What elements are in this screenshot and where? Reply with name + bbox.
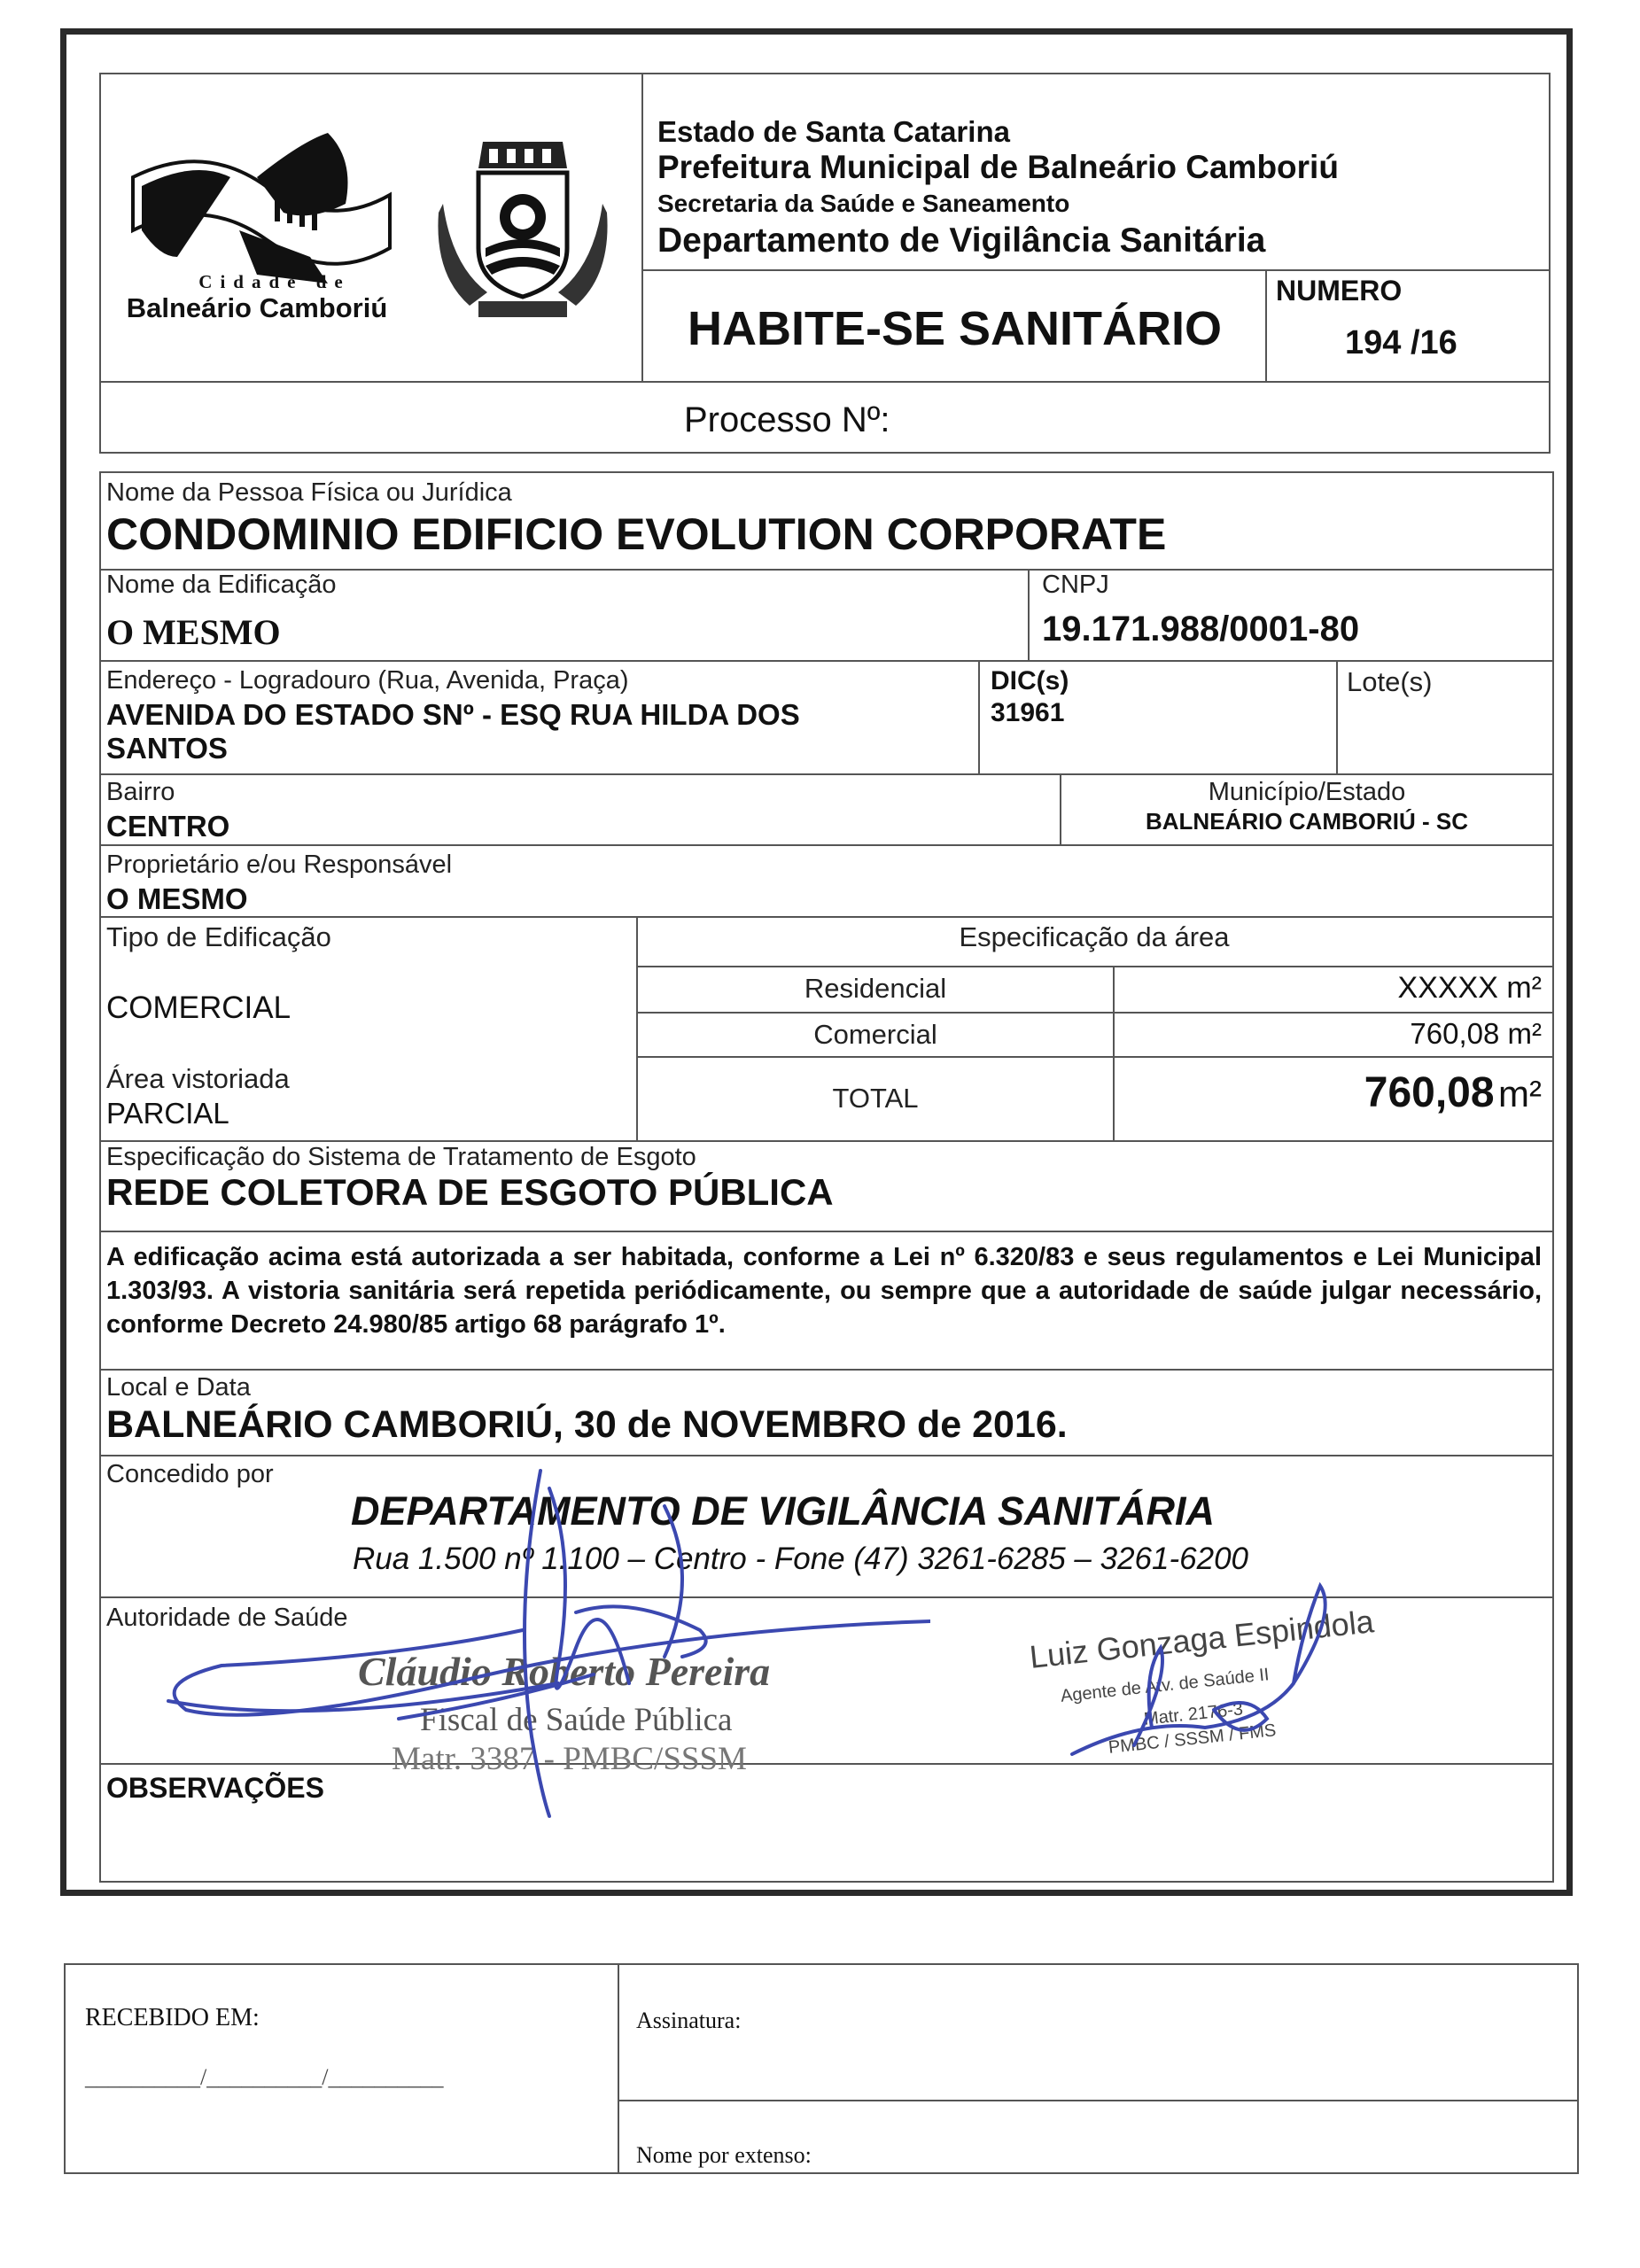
endereco-label: Endereço - Logradouro (Rua, Avenida, Praça): [106, 666, 629, 695]
total-value: 760,08: [1364, 1069, 1495, 1116]
dic-value: 31961: [991, 698, 1065, 727]
lote-label: Lote(s): [1347, 666, 1433, 697]
numero-value: 194 /16: [1345, 324, 1457, 361]
stamp2-title: Agente de Atv. de Saúde II: [1060, 1665, 1271, 1706]
especificacao-area-label: Especificação da área: [959, 921, 1230, 952]
municipio-label: Município/Estado: [1208, 778, 1406, 806]
comercial-value: 760,08 m²: [1410, 1017, 1542, 1050]
autoridade-label: Autoridade de Saúde: [106, 1604, 348, 1632]
processo-label: Processo Nº:: [684, 400, 890, 439]
stamp1-matr: Matr. 3387 - PMBC/SSSM: [392, 1741, 747, 1777]
dic-label: DIC(s): [991, 666, 1069, 695]
residencial-label: Residencial: [804, 973, 947, 1004]
proprietario-value: O MESMO: [106, 882, 248, 915]
local-data-label: Local e Data: [106, 1373, 251, 1402]
state-name: Estado de Santa Catarina: [657, 115, 1010, 148]
nome-pessoa-value: CONDOMINIO EDIFICIO EVOLUTION CORPORATE: [106, 509, 1167, 559]
concedido-label: Concedido por: [106, 1460, 274, 1488]
city-logo: [124, 124, 408, 328]
residencial-value: XXXXX m²: [1397, 971, 1542, 1005]
local-data-value: BALNEÁRIO CAMBORIÚ, 30 de NOVEMBRO de 2016.: [106, 1403, 1068, 1446]
legal-text: A edificação acima está autorizada a ser habitada, conforme a Lei nº 6.320/83 e seus regulamentos e Lei Municipal 1.303/93. A vistoria sanitária será repetida periódicamente, ou sempre que a autoridade de saúde julgar necessário, conforme Decreto 24.980/85 artigo 68 parágrafo 1º.: [106, 1243, 1542, 1339]
nome-pessoa-label: Nome da Pessoa Física ou Jurídica: [106, 478, 512, 507]
proprietario-label: Proprietário e/ou Responsável: [106, 850, 453, 879]
tipo-label: Tipo de Edificação: [106, 921, 331, 952]
prefecture-name: Prefeitura Municipal de Balneário Camboriú: [657, 149, 1339, 185]
endereco-value-line1: AVENIDA DO ESTADO SNº - ESQ RUA HILDA DOS: [106, 698, 800, 731]
secretariat-name: Secretaria da Saúde e Saneamento: [657, 190, 1070, 217]
logo-city-label: Cidade de: [198, 271, 351, 292]
stamp2-name: Luiz Gonzaga Espindola: [1028, 1603, 1376, 1675]
total-value-wrap: [1116, 1068, 1542, 1117]
cnpj-value: 19.171.988/0001-80: [1042, 610, 1360, 649]
numero-label: NUMERO: [1276, 275, 1403, 307]
total-label: TOTAL: [832, 1083, 919, 1114]
stamp2-matr: Matr. 2176-3: [1143, 1699, 1244, 1729]
recebido-date-blank[interactable]: __________/__________/__________: [85, 2064, 444, 2090]
cnpj-label: CNPJ: [1042, 571, 1109, 599]
municipio-value: BALNEÁRIO CAMBORIÚ - SC: [1146, 808, 1468, 835]
logo-city-name: Balneário Camboriú: [126, 292, 388, 323]
observacoes-label: OBSERVAÇÕES: [106, 1772, 324, 1804]
total-unit: m²: [1498, 1073, 1542, 1115]
esgoto-value: REDE COLETORA DE ESGOTO PÚBLICA: [106, 1171, 834, 1213]
recebido-label: RECEBIDO EM:: [85, 2004, 260, 2031]
comercial-label: Comercial: [813, 1019, 937, 1050]
bairro-value: CENTRO: [106, 810, 230, 843]
doc-title: HABITE-SE SANITÁRIO: [687, 302, 1223, 355]
assinatura-label: Assinatura:: [636, 2008, 742, 2033]
area-vistoriada-value: PARCIAL: [106, 1097, 229, 1130]
nome-edificacao-label: Nome da Edificação: [106, 571, 337, 599]
department-name: Departamento de Vigilância Sanitária: [657, 221, 1266, 260]
stamp1-name: Cláudio Roberto Pereira: [358, 1649, 771, 1694]
nome-edificacao-value: O MESMO: [106, 612, 281, 652]
tipo-value: COMERCIAL: [106, 990, 291, 1025]
concedido-value: DEPARTAMENTO DE VIGILÂNCIA SANITÁRIA: [351, 1488, 1216, 1534]
stamp1-title: Fiscal de Saúde Pública: [420, 1702, 733, 1738]
stamp2-org: PMBC / SSSM / FMS: [1108, 1720, 1278, 1758]
concedido-address: Rua 1.500 nº 1.100 – Centro - Fone (47) 3261-6285 – 3261-6200: [353, 1542, 1249, 1576]
coat-of-arms: [434, 133, 611, 323]
area-vistoriada-label: Área vistoriada: [106, 1063, 290, 1094]
esgoto-label: Especificação do Sistema de Tratamento de Esgoto: [106, 1143, 696, 1171]
nome-extenso-label: Nome por extenso:: [636, 2142, 812, 2168]
endereco-value-line2: SANTOS: [106, 732, 228, 765]
bairro-label: Bairro: [106, 778, 175, 806]
